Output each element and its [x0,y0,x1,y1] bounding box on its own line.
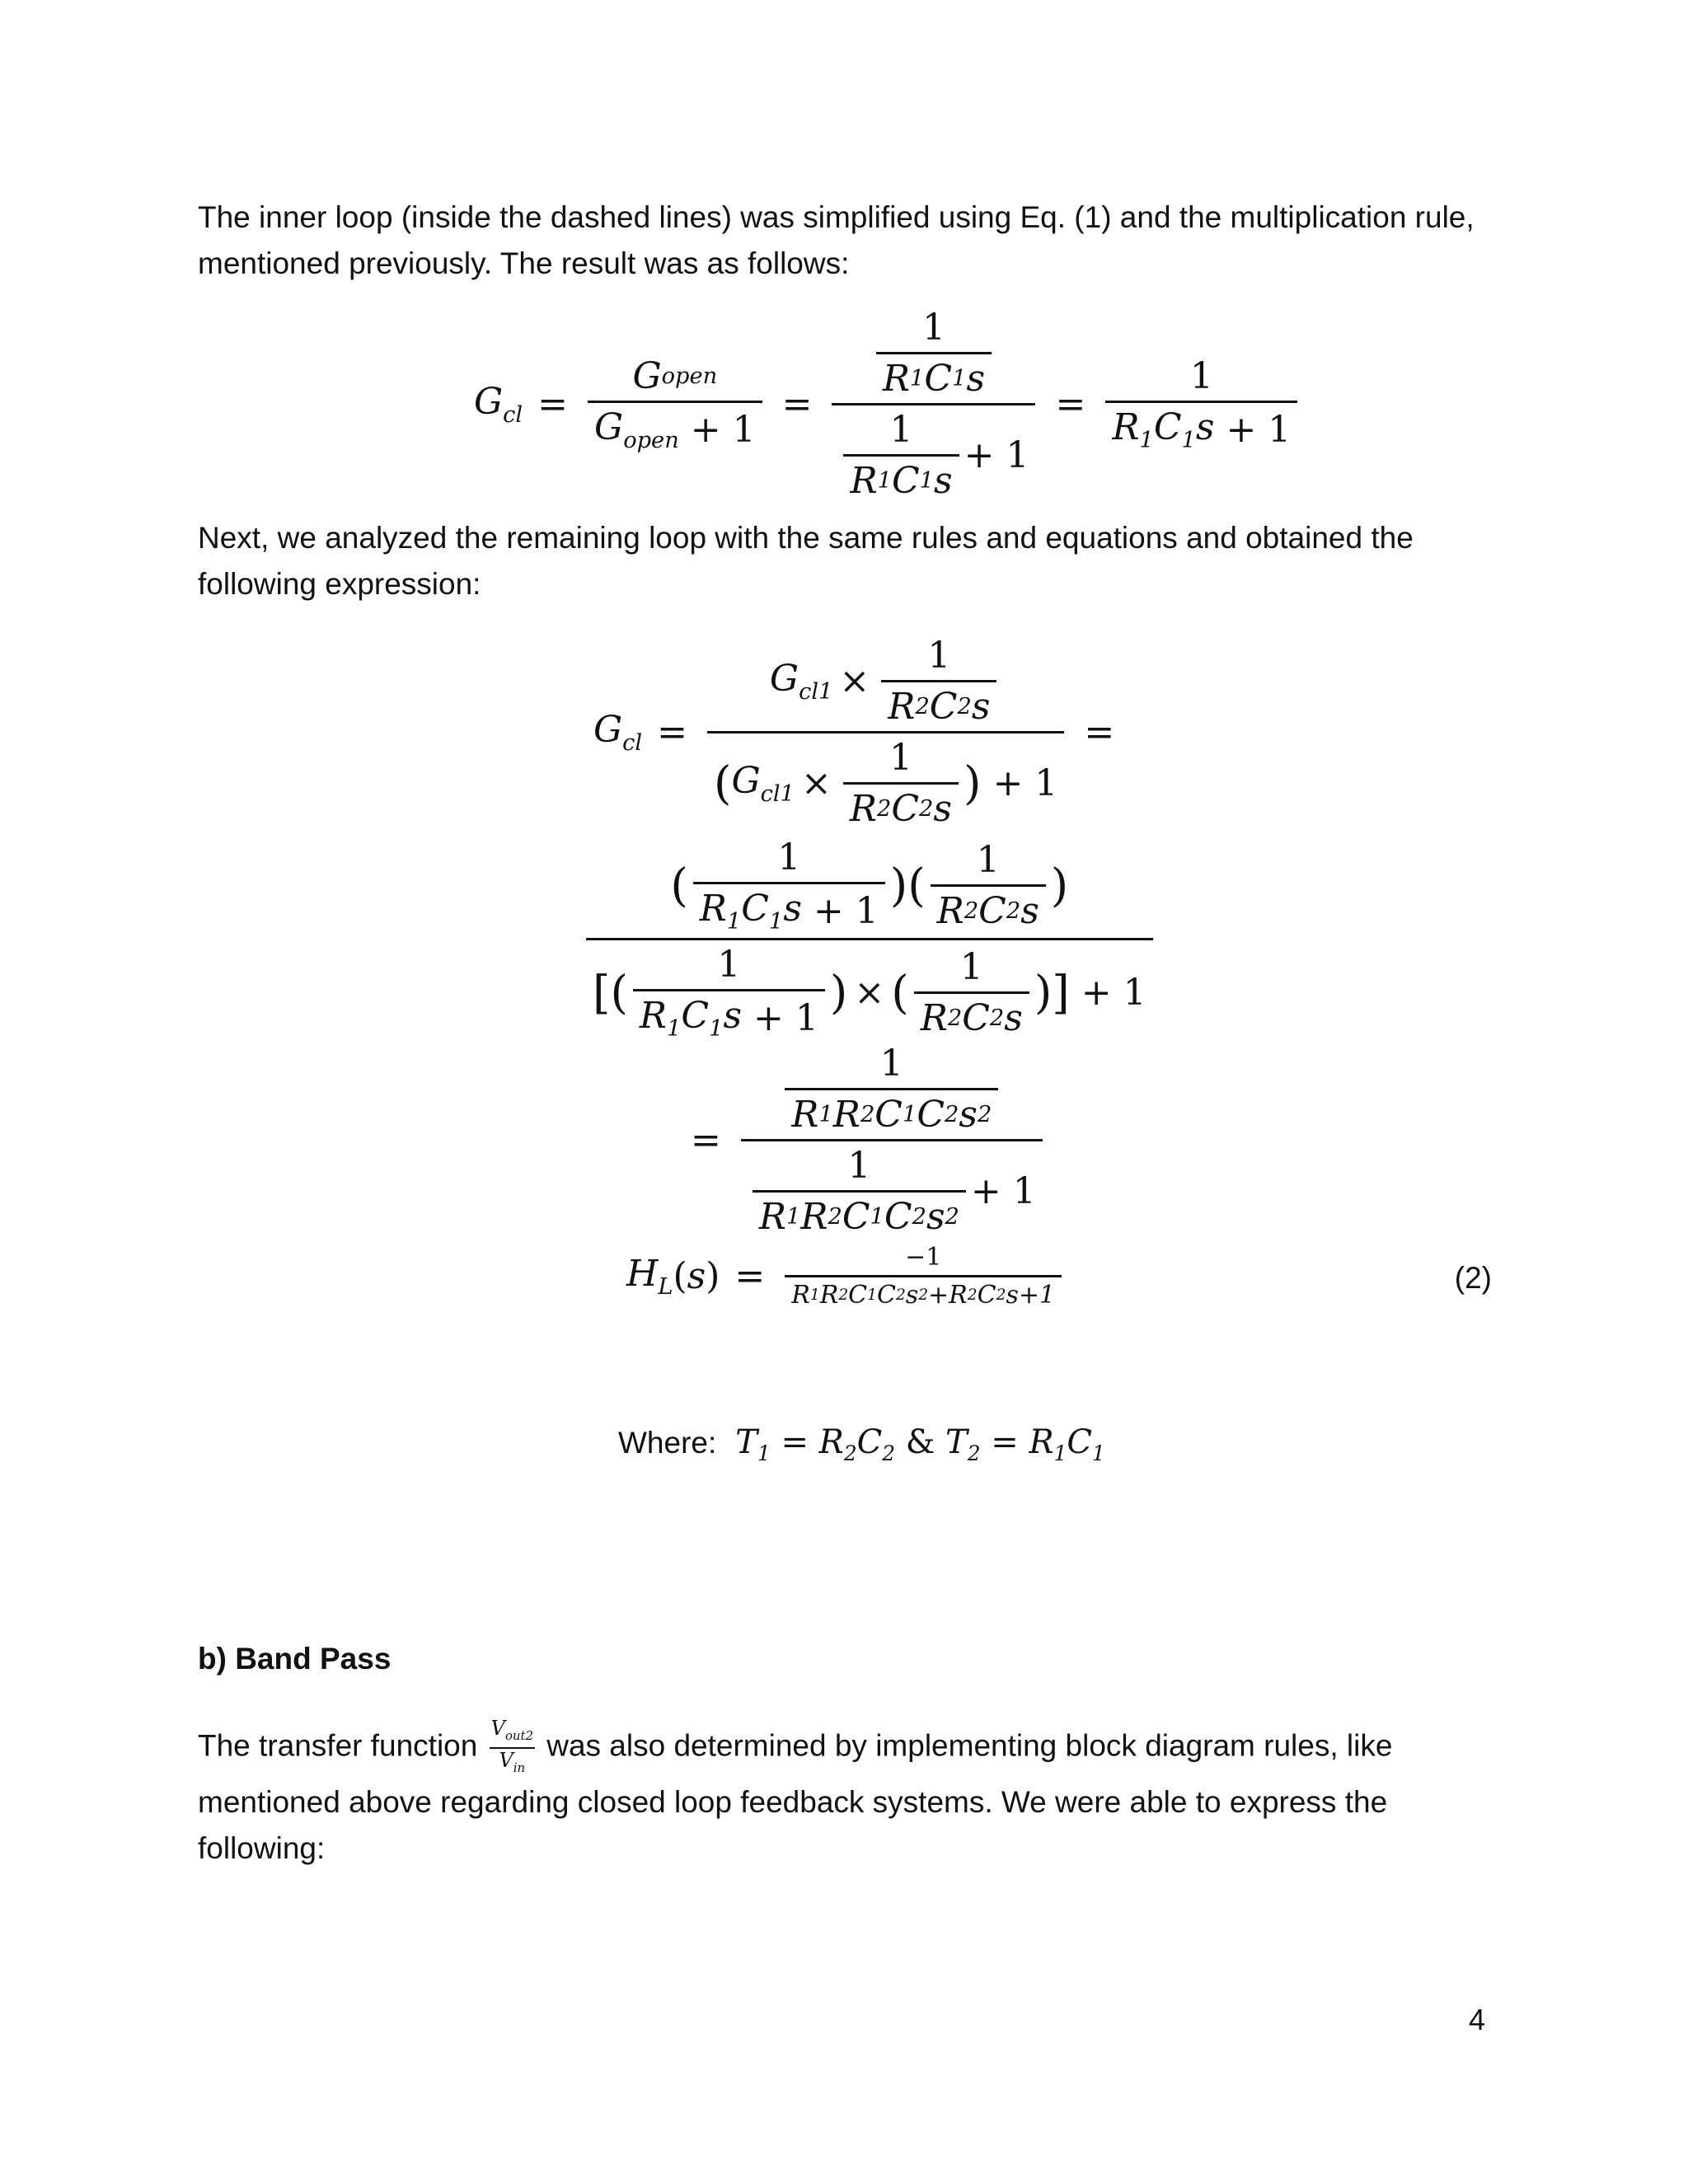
equation-remaining-loop: $G_{cl}$ = $G_{cl1}$ × 1 R 2 C 2 s ( $G_{cl1}$ × 1 R 2 C 2 s ) + 1 = [593,635,1115,830]
where-definitions: Where: $T_1 = R_2C_2$ & $T_2 = R_1C_1$ [618,1423,1105,1465]
page-number: 4 [1469,2003,1486,2036]
paragraph-line: following: [198,1830,326,1865]
equation-substituted: ( 1 $R_1C_1s$ + 1 )( 1 R 2 C 2 s ) [( 1 $R_1C_1s$ + 1 ) × ( 1 R 2 C 2 s )] + 1 [581,837,1158,1042]
equation-simplified: = 1 R 1 R 2 C 1 C 2 s 2 1 R 1 R 2 C 1 C 2 s 2 + 1 [676,1043,1048,1238]
paragraph-line: following expression: [198,567,481,601]
paragraph-band-pass [198,1717,1500,1872]
paragraph-remaining-loop [198,515,1500,607]
section-heading-band-pass: b) Band Pass [198,1642,392,1675]
paragraph-line: mentioned above regarding closed loop feedback systems. We were able to express the [198,1784,1388,1819]
paragraph-line: The inner loop (inside the dashed lines) was simplified using Eq. (1) and the multiplication rule, [198,200,1475,234]
equation-transfer-function-lowpass: $H_L$ ( s ) = −1 R 1 R 2 C 1 C 2 s 2 +R 2 C 2 s+1 [626,1243,1067,1310]
transfer-function-fraction: $\frac{V_{out2}}{V_{in}}$ [490,1717,533,1775]
where-label: Where: [618,1426,717,1460]
equation-number: (2) [1454,1261,1492,1295]
paragraph-line: mentioned previously. The result was as follows: [198,246,850,280]
paragraph-line: Next, we analyzed the remaining loop with the same rules and equations and obtained the [198,521,1414,555]
paragraph-line: The transfer function $\frac{V_{out2}}{V_{in}}$ was also determined by implementing block diagram rules, like [198,1717,1500,1779]
paragraph-inner-loop [198,194,1500,287]
equation-inner-loop: $G_{cl}$ = G open $G_{open}$ + 1 = 1 R 1 C 1 s 1 R 1 C 1 s + 1 = 1 $R_1C_1s$ + 1 [474,307,1302,502]
